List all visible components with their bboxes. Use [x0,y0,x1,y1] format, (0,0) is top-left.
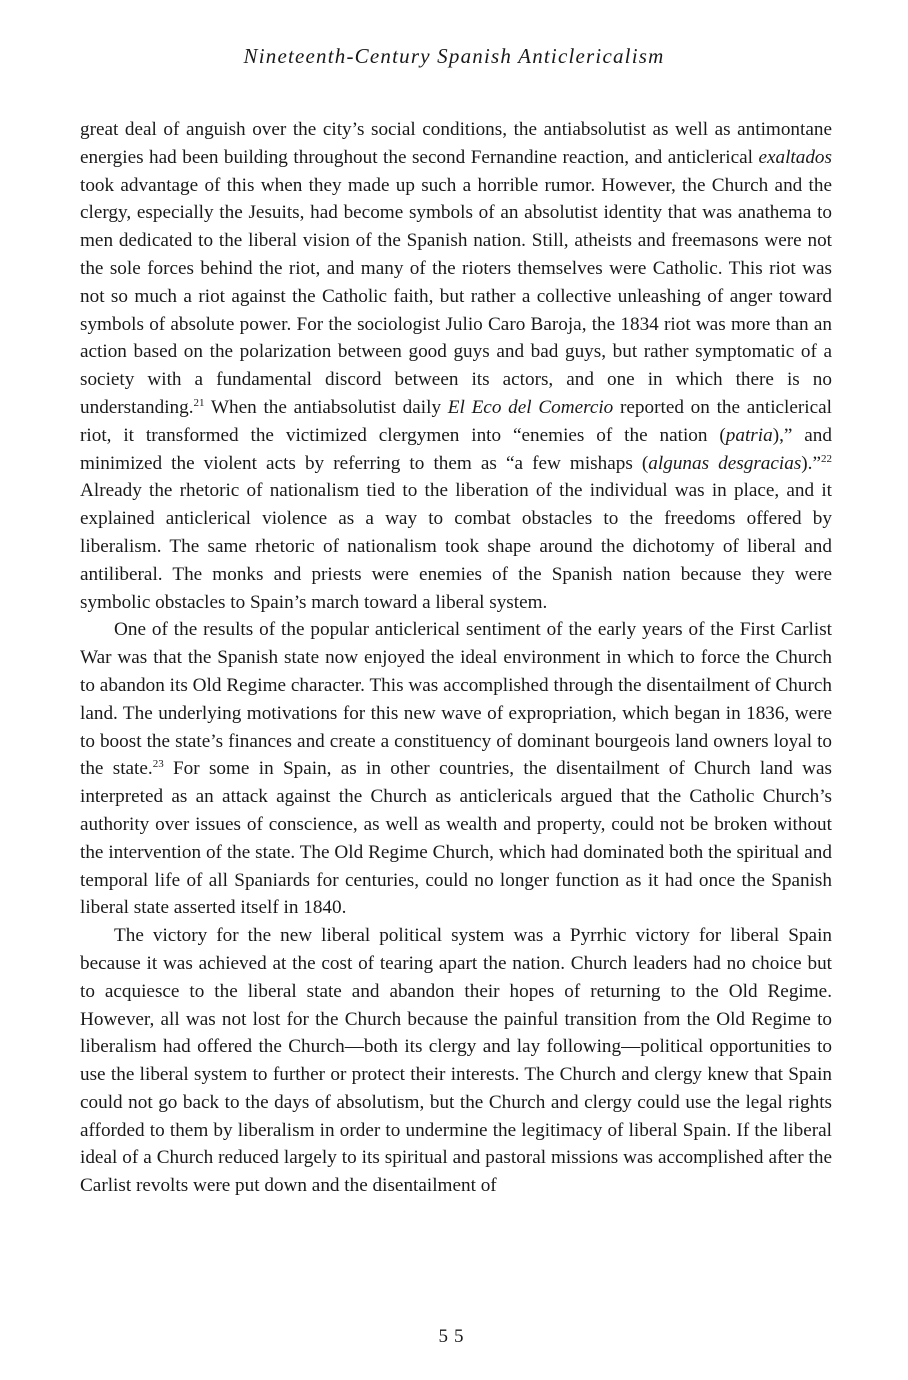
paragraph [80,922,832,1200]
text-run: Already the rhetoric of nationalism tied to the liberation of the individual was in place, and it explained anticlerical violence as a way to combat obstacles to the freedoms offered by liberalism. The same rhetoric of nationalism took shape around the dichotomy of liberal and antiliberal. The monks and priests were enemies of the Spanish nation because they were symbolic obstacles to Spain’s march toward a liberal system. [80,480,832,613]
text-run: took advantage of this when they made up such a horrible rumor. However, the Church and the clergy, especially the Jesuits, had become symbols of an absolutist identity that was anathema to men dedicated to the liberal vision of the Spanish nation. Still, atheists and freemasons were not the sole forces behind the riot, and many of the rioters themselves were Catholic. This riot was not so much a riot against the Catholic faith, but rather a collective unleashing of anger toward symbols of absolute power. For the sociologist Julio Caro Baroja, the 1834 riot was more than an action based on the polarization between good guys and bad guys, but rather symptomatic of a society with a fundamental discord between its actors, and one in which there is no understanding. [80,174,832,418]
italic-text: patria [725,424,773,446]
text-run: The victory for the new liberal political system was a Pyrrhic victory for liberal Spain because it was achieved at the cost of tearing apart the nation. Church leaders had no choice but to acquiesce to the liberal state and abandon their hopes of returning to the Old Regime. However, all was not lost for the Church because the painful transition from the Old Regime to liberalism had offered the Church—both its clergy and lay following—political opportunities to use the liberal system to further or protect their interests. The Church and clergy knew that Spain could not go back to the days of absolutism, but the Church and clergy could use the legal rights afforded to them by liberalism in order to undermine the legitimacy of liberal Spain. If the liberal ideal of a Church reduced largely to its spiritual and pastoral missions was accomplished after the Carlist revolts were put down and the disentailment of [80,925,832,1197]
footnote-ref: 21 [193,396,205,409]
italic-text: algunas desgracias [648,452,802,474]
text-run: reported on the anticlerical riot, it transformed the victimized clergymen into “enemies of the nation ( [80,396,832,446]
text-run: One of the results of the popular anticlerical sentiment of the early years of the First Carlist War was that the Spanish state now enjoyed the ideal environment in which to force the Church to abandon its Old Regime character. This was accomplished through the disentailment of Church land. The underlying motivations for this new wave of expropriation, which began in 1836, were to boost the state’s finances and create a constituency of dominant bourgeois land owners loyal to the state. [80,619,832,780]
text-run: ).” [801,452,821,474]
paragraph [80,116,832,616]
text-run: great deal of anguish over the city’s social conditions, the antiabsolutist as well as antimontane energies had been building throughout the second Fernandine reaction, and anticlerical [80,119,832,168]
footnote-ref: 23 [152,758,164,771]
text-run: When the antiabsolutist daily [204,396,448,418]
body-text [80,116,832,1200]
italic-text: exaltados [758,146,832,168]
text-run: For some in Spain, as in other countries, the disentailment of Church land was interpreted as an attack against the Church as anticlericals argued that the Catholic Church’s authority over issues of conscience, as well as wealth and property, could not be broken without the intervention of the state. The Old Regime Church, which had dominated both the spiritual and temporal life of all Spaniards for centuries, could no longer function as it had once the Spanish liberal state asserted itself in 1840. [80,758,832,919]
paragraph [80,616,832,922]
running-head: Nineteenth-Century Spanish Anticlericalism [243,44,665,68]
page-number: 55 [438,1326,470,1347]
italic-text: El Eco del Comercio [447,396,614,418]
footnote-ref: 22 [821,452,832,465]
text-run: ),” and minimized the violent acts by referring to them as “a few mishaps ( [80,424,832,474]
